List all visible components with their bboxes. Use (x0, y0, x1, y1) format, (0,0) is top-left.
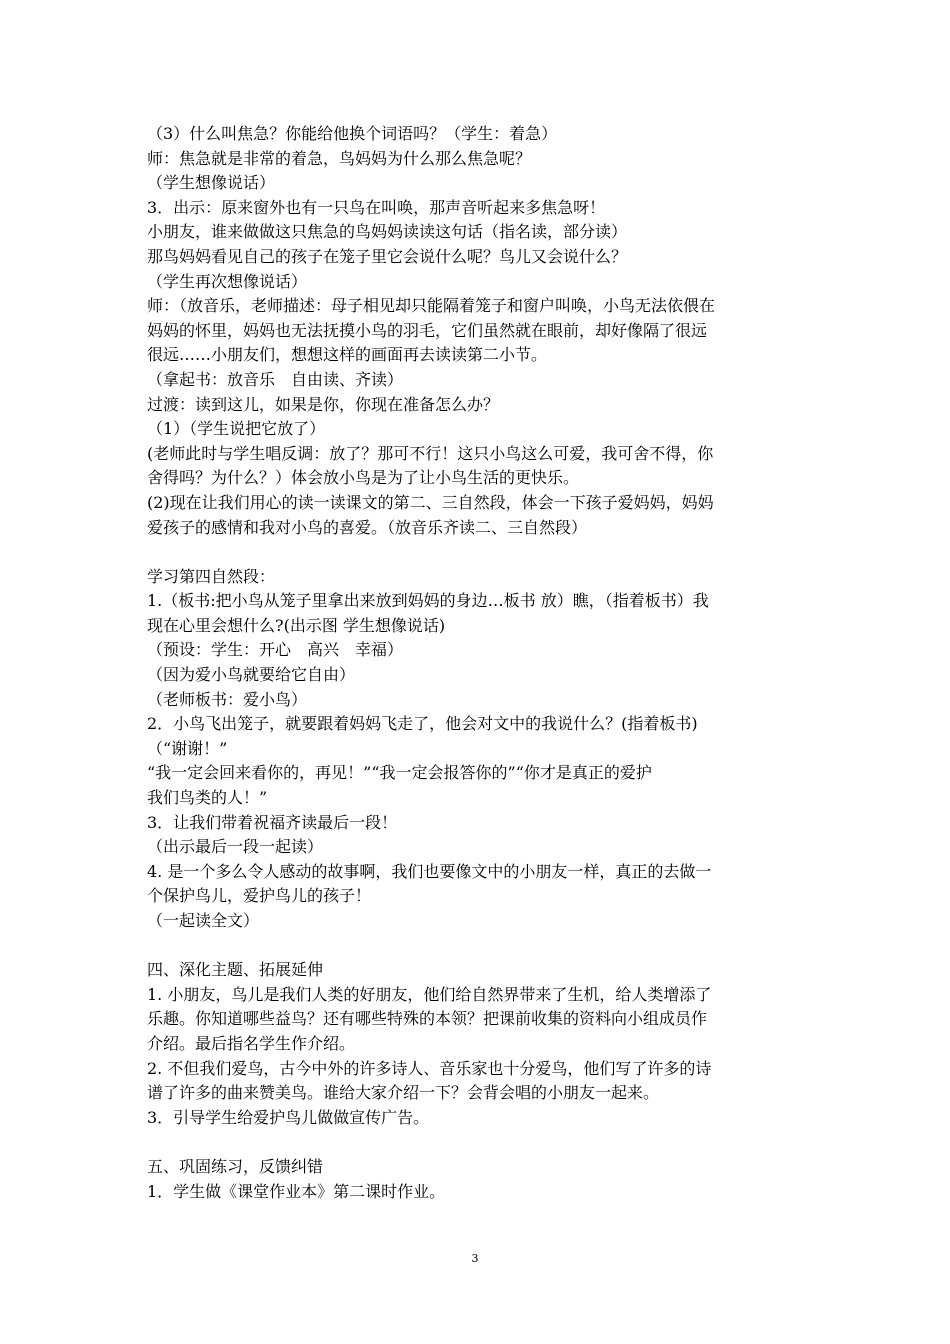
text-line: 个保护鸟儿，爱护鸟儿的孩子！ (147, 886, 372, 906)
text-line: 过渡：读到这儿，如果是你，你现在准备怎么办？ (147, 394, 500, 414)
text-line: 那鸟妈妈看见自己的孩子在笼子里它会说什么呢？鸟儿又会说什么？ (147, 246, 628, 266)
text-line: 舍得吗？为什么？）体会放小鸟是为了让小鸟生活的更快乐。 (147, 468, 580, 488)
text-line: 现在心里会想什么?(出示图 学生想像说话) (147, 615, 446, 635)
text-line: 4. 是一个多么令人感动的故事啊，我们也要像文中的小朋友一样，真正的去做一 (147, 861, 712, 881)
text-line: （“谢谢！” (147, 738, 228, 758)
blank-line (147, 1130, 810, 1155)
text-line: 2．小鸟飞出笼子，就要跟着妈妈飞走了，他会对文中的我说什么？(指着板书) (147, 714, 698, 734)
text-line: 1．学生做《课堂作业本》第二课时作业。 (147, 1181, 446, 1201)
text-line: 谱了许多的曲来赞美鸟。谁给大家介绍一下？会背会唱的小朋友一起来。 (147, 1083, 660, 1103)
text-line: 爱孩子的感情和我对小鸟的喜爱。（放音乐齐读二、三自然段） (147, 517, 588, 537)
text-line: 师：焦急就是非常的着急，鸟妈妈为什么那么焦急呢？ (147, 148, 532, 168)
text-line: 妈妈的怀里，妈妈也无法抚摸小鸟的羽毛，它们虽然就在眼前，却好像隔了很远 (147, 320, 708, 340)
text-line: （因为爱小鸟就要给它自由） (147, 665, 356, 685)
text-line: 师：（放音乐，老师描述：母子相见却只能隔着笼子和窗户叫唤，小鸟无法依偎在 (147, 296, 716, 316)
text-line: （老师板书：爱小鸟） (147, 689, 308, 709)
text-line: 小朋友，谁来做做这只焦急的鸟妈妈读读这句话（指名读，部分读） (147, 222, 628, 242)
text-line: 3．出示：原来窗外也有一只鸟在叫唤，那声音听起来多焦急呀！ (147, 197, 606, 217)
text-line: （一起读全文） (147, 911, 260, 930)
text-line: 2. 不但我们爱鸟，古今中外的许多诗人、音乐家也十分爱鸟，他们写了许多的诗 (147, 1058, 712, 1078)
text-line: 我们鸟类的人！” (147, 788, 268, 808)
blank-line (147, 934, 810, 959)
text-line: 五、巩固练习，反馈纠错 (147, 1156, 324, 1176)
text-line: 很远……小朋友们，想想这样的画面再去读读第二小节。 (147, 345, 548, 365)
text-line: （1）（学生说把它放了） (147, 419, 326, 439)
text-line: （出示最后一段一起读） (147, 837, 324, 857)
text-line: （拿起书：放音乐 自由读、齐读） (147, 369, 404, 389)
text-line: （学生再次想像说话） (147, 271, 308, 291)
text-line: (2)现在让我们用心的读一读课文的第二、三自然段，体会一下孩子爱妈妈，妈妈 (147, 492, 714, 512)
text-line: 1. 小朋友，鸟儿是我们人类的好朋友，他们给自然界带来了生机，给人类增添了 (147, 984, 712, 1004)
text-line: （预设：学生：开心 高兴 幸福） (147, 640, 404, 660)
page-number: 3 (471, 1252, 479, 1265)
text-line: 1.（板书:把小鸟从笼子里拿出来放到妈妈的身边…板书 放）瞧，（指着板书）我 (147, 591, 709, 611)
document-body (147, 122, 810, 1204)
text-line: 四、深化主题、拓展延伸 (147, 960, 324, 980)
text-line: 介绍。最后指名学生作介绍。 (147, 1033, 356, 1053)
text-line: （学生想像说话） (147, 173, 276, 193)
text-line: 3．引导学生给爱护鸟儿做做宣传广告。 (147, 1107, 430, 1127)
text-line: 3．让我们带着祝福齐读最后一段！ (147, 812, 398, 832)
text-line: (老师此时与学生唱反调：放了？那可不行！这只小鸟这么可爱，我可舍不得，你 (147, 443, 714, 463)
blank-line (147, 540, 810, 565)
text-line: 学习第四自然段： (147, 566, 276, 586)
text-line: （3）什么叫焦急？你能给他换个词语吗？（学生：着急） (147, 124, 558, 143)
text-line: “我一定会回来看你的，再见！”“我一定会报答你的”“你才是真正的爱护 (147, 763, 652, 783)
text-line: 乐趣。你知道哪些益鸟？还有哪些特殊的本领？把课前收集的资料向小组成员作 (147, 1009, 708, 1029)
